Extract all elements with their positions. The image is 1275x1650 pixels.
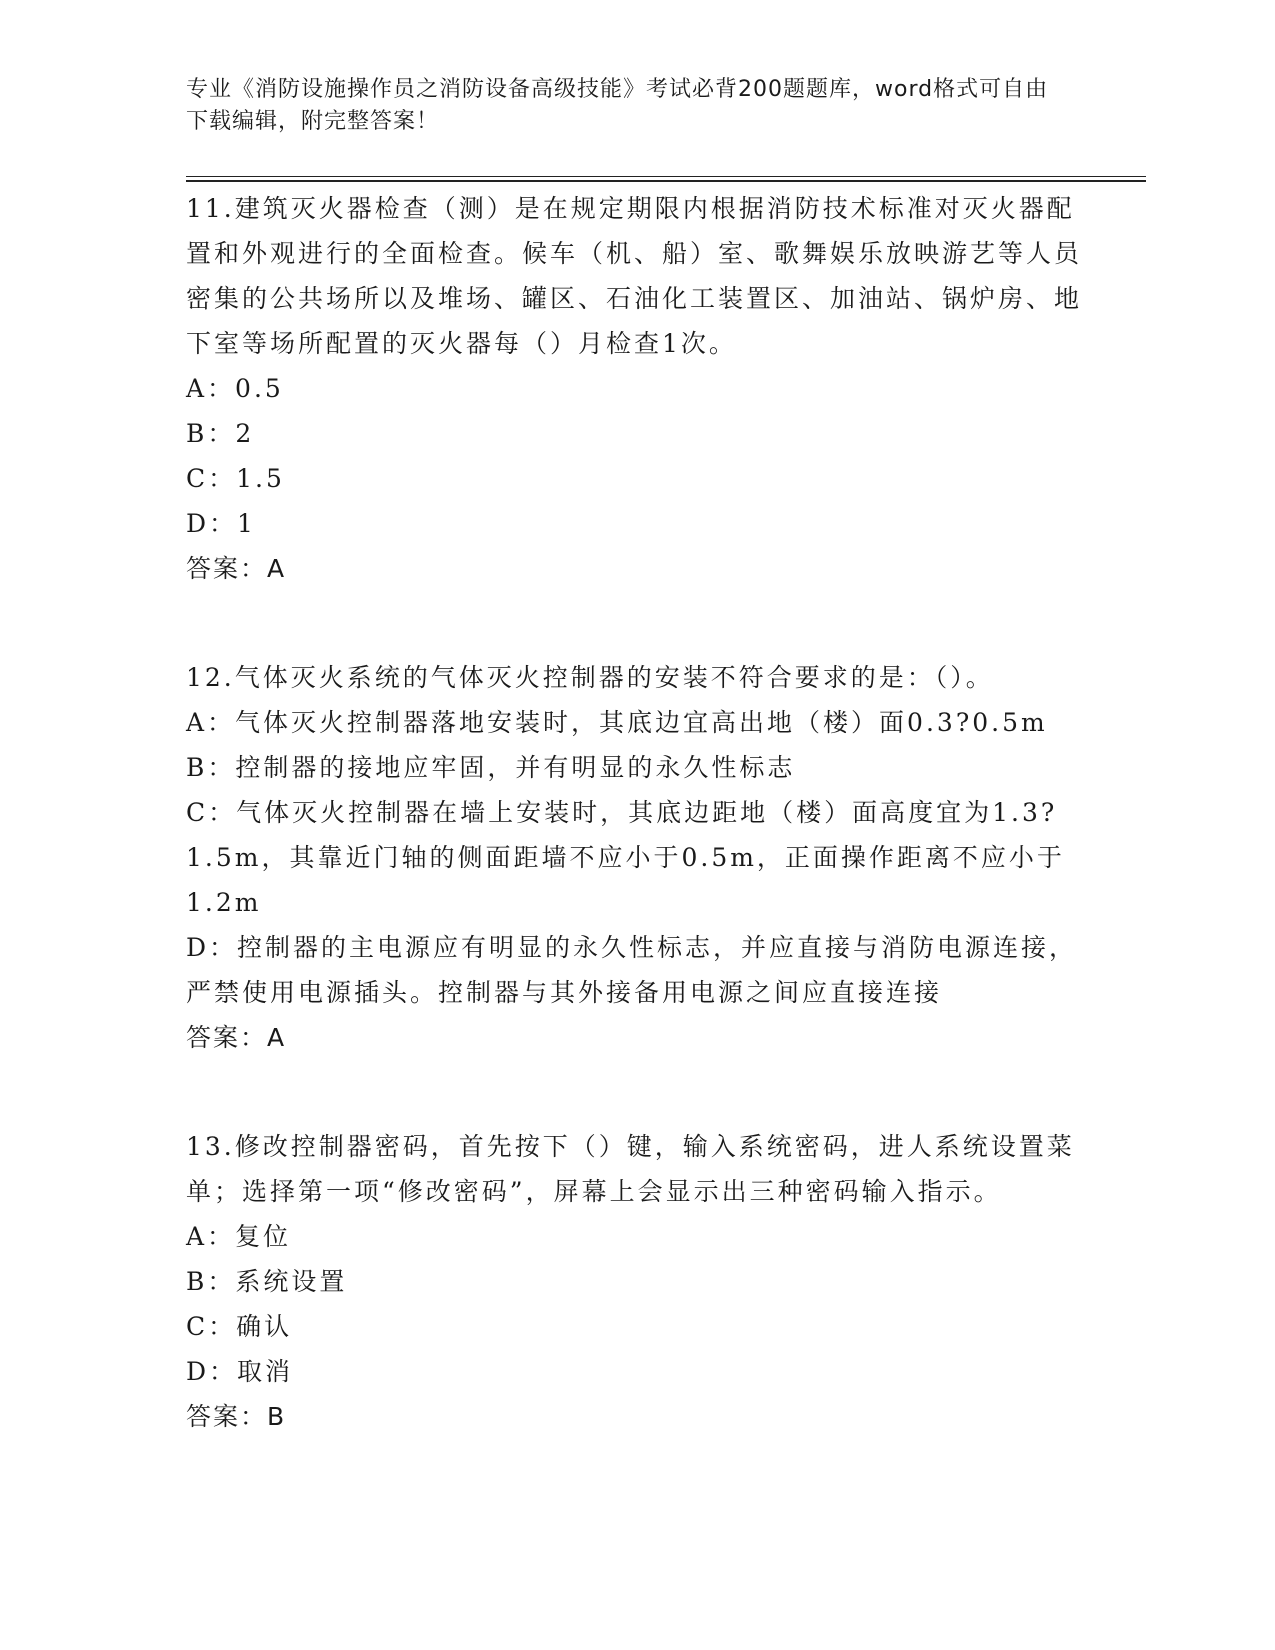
question-stem: 11.建筑灭火器检查（测）是在规定期限内根据消防技术标准对灭火器配置和外观进行的全面检查。候车（机、船）室、歌舞娱乐放映游艺等人员密集的公共场所以及堆场、罐区、石油化工装置区、加油站、锅炉房、地下室等场所配置的灭火器每（）月检查1次。 xyxy=(186,194,1083,358)
document-header: 专业《消防设施操作员之消防设备高级技能》考试必背200题题库，word格式可自由下载编辑，附完整答案！ xyxy=(186,77,1049,134)
option-c: C：气体灭火控制器在墙上安装时，其底边距地（楼）面高度宜为1.3?1.5m，其靠近门轴的侧面距墙不应小于0.5m，正面操作距离不应小于1.2m xyxy=(186,798,1065,917)
question-13 xyxy=(186,1124,1086,1439)
option-c: C：确认 xyxy=(186,1312,293,1341)
answer: 答案：A xyxy=(186,554,287,583)
question-list xyxy=(186,186,1086,1503)
answer: 答案：A xyxy=(186,1023,287,1052)
option-d: D：控制器的主电源应有明显的永久性标志，并应直接与消防电源连接，严禁使用电源插头。控制器与其外接备用电源之间应直接连接 xyxy=(186,933,1078,1007)
option-c: C：1.5 xyxy=(186,464,285,493)
option-d: D：取消 xyxy=(186,1357,294,1386)
option-b: B：2 xyxy=(186,419,255,448)
option-a: A：气体灭火控制器落地安装时，其底边宜高出地（楼）面0.3?0.5m xyxy=(186,708,1048,737)
option-a: A：复位 xyxy=(186,1222,292,1251)
option-a: A：0.5 xyxy=(186,374,284,403)
question-11 xyxy=(186,186,1086,591)
header-divider xyxy=(186,176,1146,182)
question-stem: 13.修改控制器密码，首先按下（）键，输入系统密码，进人系统设置菜单；选择第一项“修改密码”，屏幕上会显示出三种密码输入指示。 xyxy=(186,1132,1075,1206)
option-d: D：1 xyxy=(186,509,256,538)
question-stem: 12.气体灭火系统的气体灭火控制器的安装不符合要求的是：（）。 xyxy=(186,663,994,692)
question-12 xyxy=(186,655,1086,1060)
option-b: B：系统设置 xyxy=(186,1267,348,1296)
answer: 答案：B xyxy=(186,1402,287,1431)
option-b: B：控制器的接地应牢固，并有明显的永久性标志 xyxy=(186,753,796,782)
